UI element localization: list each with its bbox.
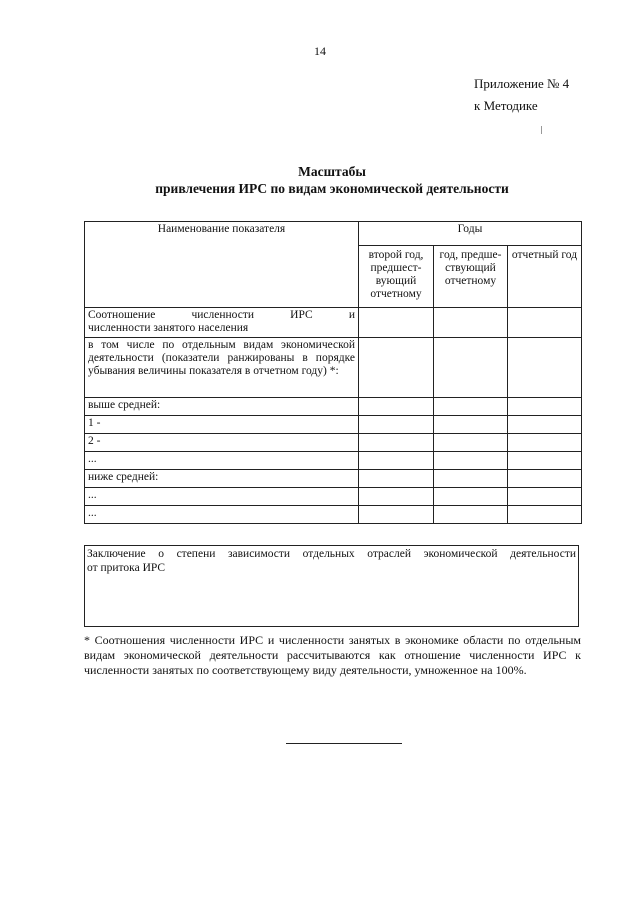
row-label [85,308,359,338]
value-cell [359,488,434,506]
row-label: ... [85,488,359,506]
header-indicator-name: Наименование показателя [85,222,359,308]
page-number: 14 [314,44,326,58]
table-row [85,506,582,524]
header-year-preceding: год, предше-ствующий отчетному [434,246,508,308]
row-label: в том числе по отдельным видам экономической деятельности (показатели ранжированы в порядке убывания величины показателя в отчетном году) *: [85,338,359,398]
table-row [85,338,582,398]
table-row [85,488,582,506]
title-line-2: привлечения ИРС по видам экономической деятельности [155,181,509,196]
closing-rule [286,743,402,744]
value-cell [508,398,582,416]
table-row [85,470,582,488]
value-cell [508,308,582,338]
value-cell [508,470,582,488]
table-row [85,434,582,452]
conclusion-line-1: Заключение о степени зависимости отдельных отраслей экономической деятельности [87,548,576,560]
row-label: ниже средней: [85,470,359,488]
value-cell [359,506,434,524]
table-row [85,308,582,338]
value-cell [434,398,508,416]
table-row [85,452,582,470]
header-year-second-preceding: второй год, предшест-вующий отчетному [359,246,434,308]
indicators-table [84,221,582,524]
header-year-reporting: отчетный год [508,246,582,308]
conclusion-line-2: от притока ИРС [87,562,166,574]
appendix-reference: к Методике [474,98,538,113]
row-label-line-2: численности занятого населения [88,322,249,334]
value-cell [434,470,508,488]
value-cell [434,416,508,434]
row-label: ... [85,452,359,470]
value-cell [508,452,582,470]
table-row [85,398,582,416]
value-cell [359,434,434,452]
title-line-1: Масштабы [298,164,366,179]
value-cell [359,470,434,488]
value-cell [359,416,434,434]
appendix-label: Приложение № 4 [474,76,570,91]
value-cell [434,452,508,470]
value-cell [359,308,434,338]
value-cell [359,338,434,398]
row-label: 1 - [85,416,359,434]
value-cell [359,398,434,416]
value-cell [508,416,582,434]
value-cell [434,338,508,398]
value-cell [508,506,582,524]
row-label-line-1: Соотношение численности ИРС и [88,309,355,321]
row-label: 2 - [85,434,359,452]
table-row [85,416,582,434]
value-cell [434,434,508,452]
value-cell [434,488,508,506]
value-cell [508,488,582,506]
value-cell [359,452,434,470]
value-cell [434,308,508,338]
value-cell [508,434,582,452]
row-label: выше средней: [85,398,359,416]
value-cell [508,338,582,398]
value-cell [434,506,508,524]
row-label: ... [85,506,359,524]
footnote: * Соотношения численности ИРС и численности занятых в экономике области по отдельным видам экономической деятельности рассчитываются как отношение численности ИРС к численности занятых по соответствующему виду деятельности, умноженное на 100%. [84,633,581,677]
conclusion-box [84,545,579,627]
scan-mark [541,126,542,134]
header-years: Годы [359,222,582,246]
document-title [0,163,640,197]
